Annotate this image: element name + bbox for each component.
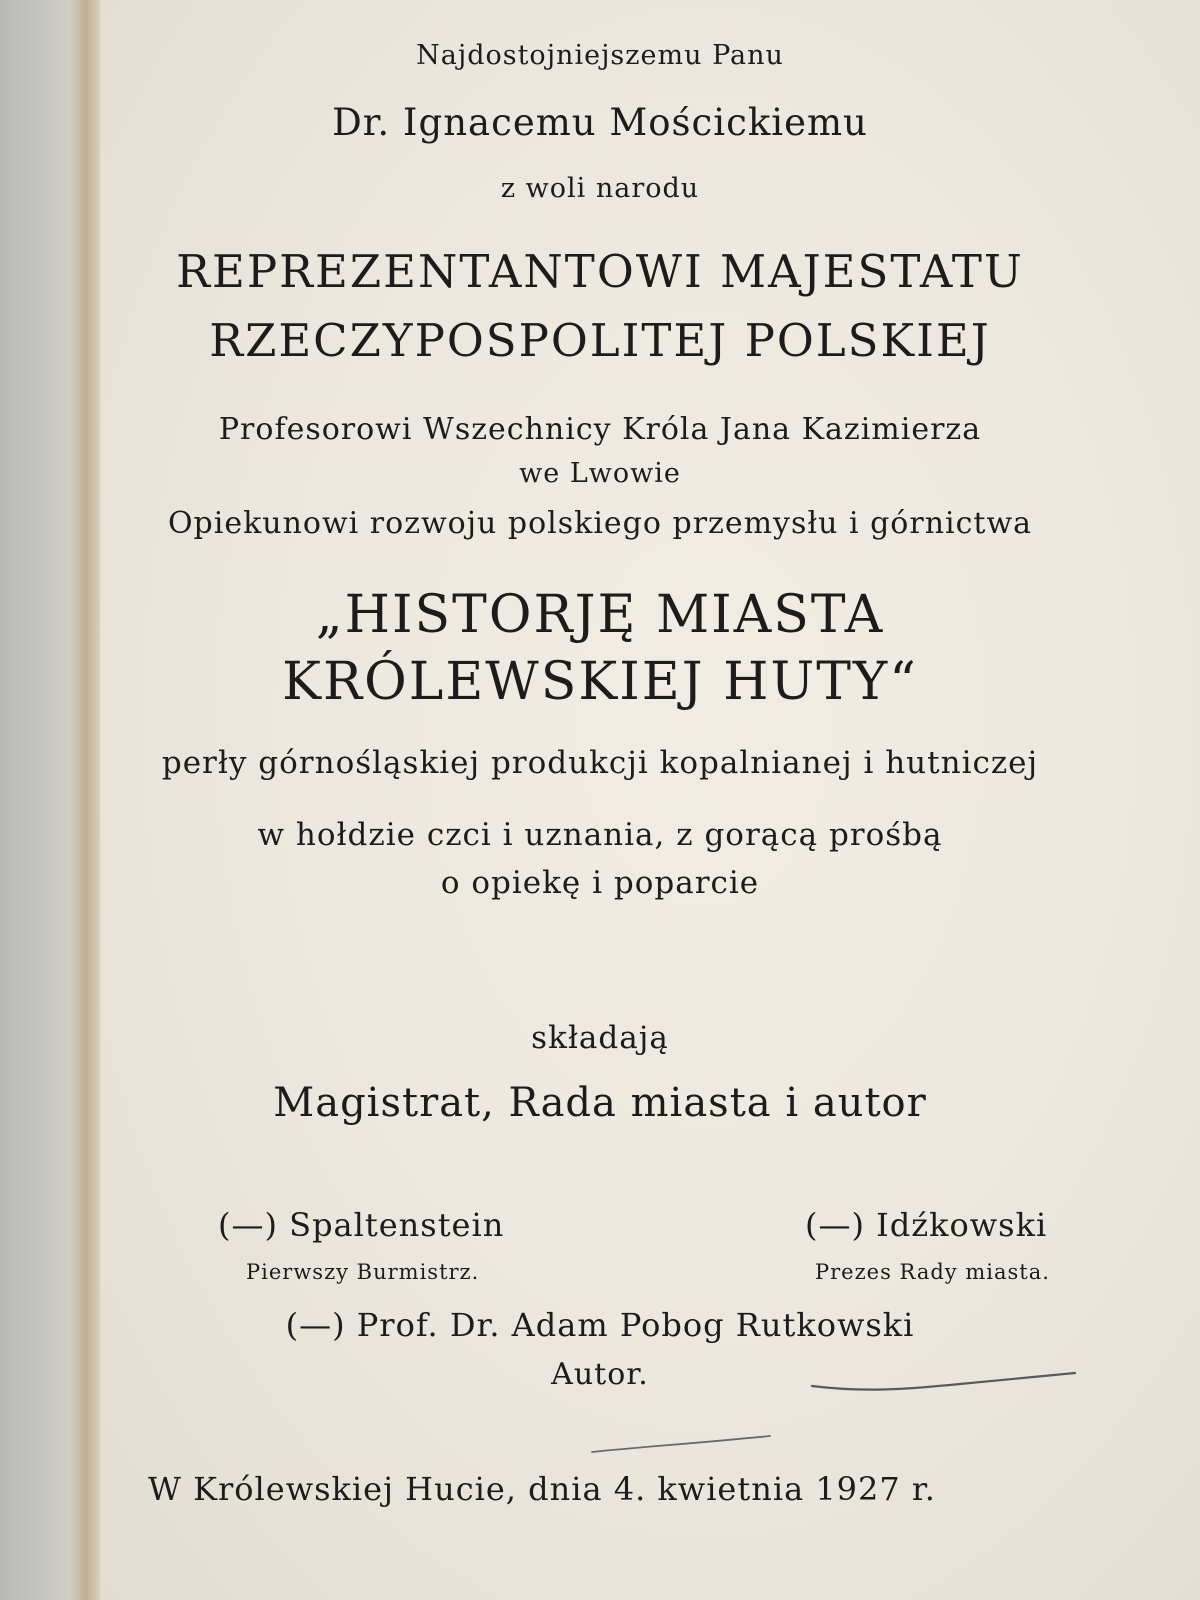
presenters-names: Magistrat, Rada miasta i autor <box>273 1080 927 1126</box>
dedication-line-3: z woli narodu <box>500 173 700 204</box>
body-line-1: perły górnośląskiej produkcji kopalnianej i hutniczej <box>161 745 1039 781</box>
signature-left-name: (—) Spaltenstein <box>218 1206 505 1244</box>
dedication-heading-2: RZECZYPOSPOLITEJ POLSKIEJ <box>209 314 991 367</box>
signature-left-role: Pierwszy Burmistrz. <box>246 1260 480 1284</box>
dedication-line-1: Najdostojniejszemu Panu <box>416 40 784 71</box>
signature-right-role: Prezes Rady miasta. <box>815 1260 1050 1284</box>
signature-author-name: (—) Prof. Dr. Adam Pobog Rutkowski <box>285 1306 915 1344</box>
dedication-recipient: Dr. Ignacemu Mościckiemu <box>332 101 868 144</box>
book-title-line-1: „HISTORJĘ MIASTA <box>315 585 885 645</box>
signature-author-role: Autor. <box>551 1357 649 1392</box>
signature-right-name: (—) Idźkowski <box>805 1206 1048 1244</box>
place-date: W Królewskiej Hucie, dnia 4. kwietnia 1927 r. <box>148 1470 936 1508</box>
body-line-2: w hołdzie czci i uznania, z gorącą prośbą <box>257 817 943 853</box>
body-line-3: o opiekę i poparcie <box>440 865 760 901</box>
book-title-line-2: KRÓLEWSKIEJ HUTY“ <box>282 652 918 712</box>
dedication-heading-1: REPREZENTANTOWI MAJESTATU <box>176 245 1024 298</box>
dedication-line-6: Profesorowi Wszechnicy Króla Jana Kazimierza <box>218 412 982 447</box>
dedication-line-8: Opiekunowi rozwoju polskiego przemysłu i górnictwa <box>167 506 1033 541</box>
presenters-verb: składają <box>531 1020 669 1056</box>
dedication-line-7: we Lwowie <box>519 458 681 489</box>
